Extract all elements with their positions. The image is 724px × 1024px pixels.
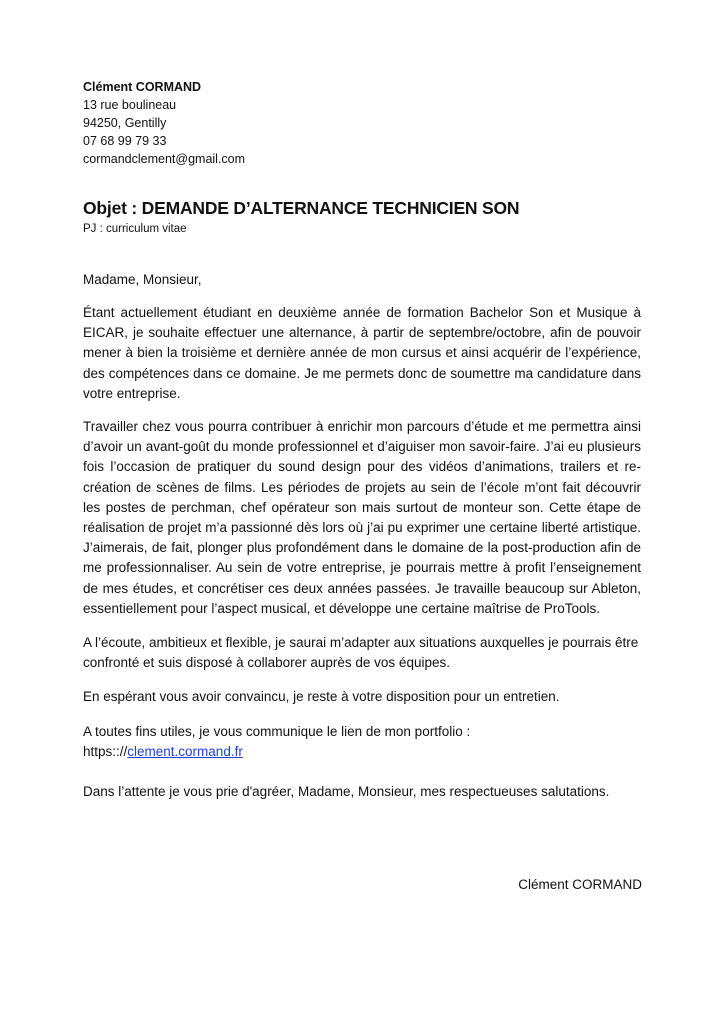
- sender-block: [83, 78, 245, 168]
- portfolio-link[interactable]: clement.cormand.fr: [127, 743, 243, 759]
- paragraph-availability: En espérant vous avoir convaincu, je reste à votre disposition pour un entretien.: [83, 689, 560, 705]
- letter-subject: Objet : DEMANDE D’ALTERNANCE TECHNICIEN SON: [83, 198, 520, 218]
- portfolio-intro: A toutes fins utiles, je vous communique le lien de mon portfolio :: [83, 723, 471, 739]
- signature: Clément CORMAND: [518, 877, 642, 892]
- sender-phone: 07 68 99 79 33: [83, 134, 167, 148]
- sender-email: cormandclement@gmail.com: [83, 152, 246, 166]
- sender-name: Clément CORMAND: [83, 80, 202, 94]
- portfolio-prefix: https:://: [83, 743, 128, 759]
- paragraph-closing: Dans l’attente je vous prie d'agréer, Madame, Monsieur, mes respectueuses salutations.: [83, 784, 610, 800]
- paragraph-intro: Étant actuellement étudiant en deuxième année de formation Bachelor Son et Musique à EICAR, je souhaite effectuer une alternance, à partir de septembre/octobre, afin de pouvoir mener à bien la troisième et dernière année de mon cursus et ainsi acquérir de l’expérience, des compétences dans ce domaine. Je me permets donc de soumettre ma candidature dans votre entreprise.: [83, 305, 641, 401]
- letter-body: [83, 303, 641, 816]
- sender-city: 94250, Gentilly: [83, 116, 167, 130]
- attachment-note: PJ : curriculum vitae: [83, 223, 187, 235]
- paragraph-motivation: Travailler chez vous pourra contribuer à enrichir mon parcours d’étude et me permettra ainsi d’avoir un avant-goût du monde professionnel et d’aiguiser mon savoir-faire. J’ai eu plusieurs fois l’occasion de pratiquer du sound design pour des vidéos d’animations, trailers et re-création de scènes de films. Les périodes de projets au sein de l’école m’ont fait découvrir les postes de perchman, chef opérateur son mais surtout de monteur son. Cette étape de réalisation de projet m’a passionné dès lors où j’ai pu exprimer une certaine liberté artistique. J’aimerais, de fait, plonger plus profondément dans le domaine de la post-production afin de me professionnaliser. Au sein de votre entreprise, je pourrais mettre à profit l’enseignement de mes études, et concrétiser ces deux années passées. Je travaille beaucoup sur Ableton, essentiellement pour l’aspect musical, et développe une certaine maîtrise de ProTools.: [83, 419, 641, 616]
- salutation: Madame, Monsieur,: [83, 272, 202, 287]
- sender-street: 13 rue boulineau: [83, 98, 177, 112]
- paragraph-portfolio: [83, 722, 641, 762]
- paragraph-qualities: A l’écoute, ambitieux et flexible, je saurai m’adapter aux situations auxquelles je pourrais être confronté et suis disposé à collaborer auprès de vos équipes.: [83, 635, 639, 671]
